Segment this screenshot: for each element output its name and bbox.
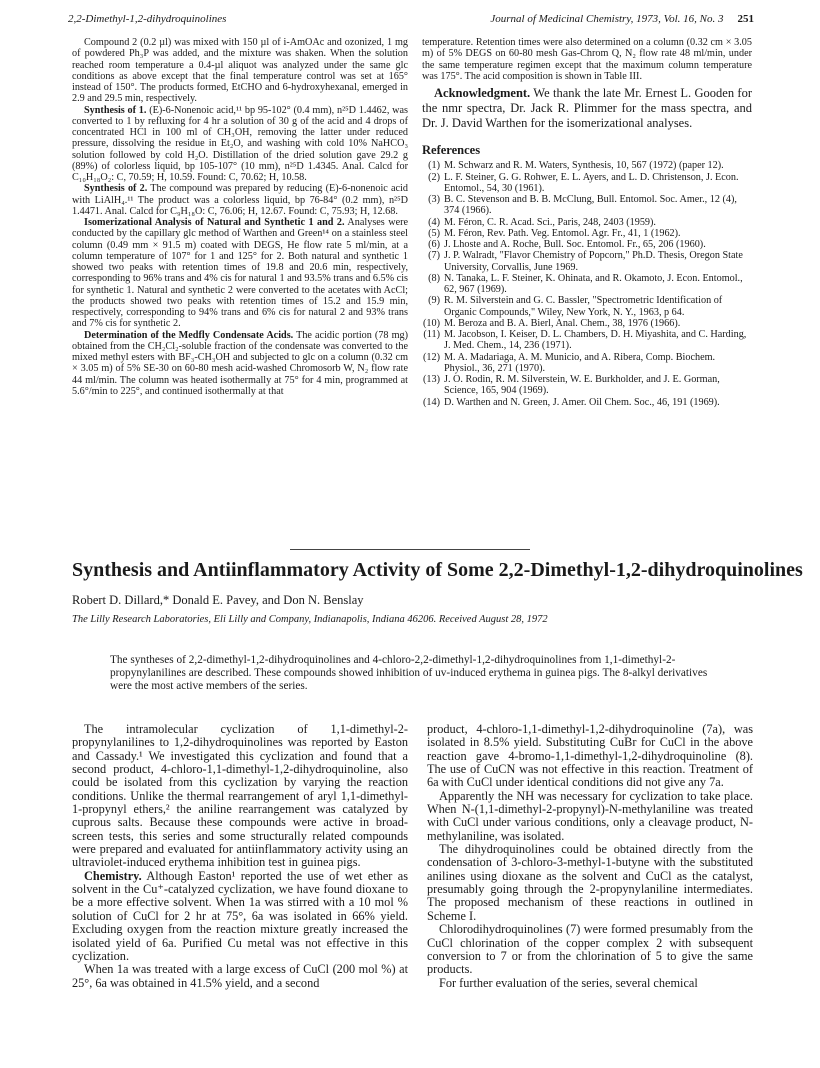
running-header-journal <box>490 13 754 25</box>
paragraph: temperature. Retention times were also determined on a column (0.32 cm × 3.05 m) of 5% DEGS on 60-80 mesh Gas-Chrom Q, N₂ flow rate 48 ml/min, under the same temperature regimen except that the maximum column temperature was 175°. The acid composition is shown in Table III. <box>422 37 752 82</box>
reference-item: (3) B. C. Stevenson and B. B. McClung, Bull. Entomol. Soc. Amer., 12 (4), 374 (1966). <box>428 194 737 217</box>
page-number: 251 <box>737 13 754 25</box>
paragraph-synthesis-1: Synthesis of 1. (E)-6-Nonenoic acid,¹¹ bp 95-102° (0.4 mm), n²⁵D 1.4462, was converted to 1 by refluxing for 4 hr a solution of 30 g of the acid and 4 drops of concentrated HCl in 100 ml of CH₃OH, removing the latter under reduced pressure, dissolving the residue in Et₂O, and washing with cold 10% NaHCO₃ solution followed by cold H₂O. Distillation of the dried solution gave 29.2 g (89%) of colorless liquid, bp 105-107° (10 mm), n²⁵D 1.4345. Anal. Calcd for C₁₀H₁₈O₂: C, 70.59; H, 10.59. Found: C, 70.62; H, 10.58. <box>72 104 408 183</box>
article-authors: Robert D. Dillard,* Donald E. Pavey, and Don N. Benslay <box>72 593 364 607</box>
paragraph-chemistry: Chemistry. Although Easton¹ reported the use of wet ether as solvent in the Cu⁺-catalyzed cyclization, we have found dioxane to be a more effective solvent. When 1a was stirred with a 10 mol % solution of CuCl for 2 hr at 75°, 6a was isolated in 66% yield. Excluding oxygen from the reaction mixture greatly increased the isolated yield of 6a. Purified Cu metal was not effective in this cyclization. <box>72 868 408 963</box>
reference-item: (5) M. Féron, Rev. Path. Veg. Entomol. Agr. Fr., 41, 1 (1962). <box>428 227 681 239</box>
section-run-in-head: Synthesis of 1. <box>84 104 147 116</box>
reference-item: (11) M. Jacobson, I. Keiser, D. L. Chambers, D. H. Miyashita, and C. Harding, J. Med. Chem., 14, 236 (1971). <box>423 329 747 352</box>
paragraph: For further evaluation of the series, several chemical <box>439 975 698 990</box>
paragraph-synthesis-2: Synthesis of 2. The compound was prepared by reducing (E)-6-nonenoic acid with LiAlH₄.¹¹ The product was a colorless liquid, bp 76-84° (0.2 mm), n²⁵D 1.4471. Anal. Calcd for C₉H₁₈O: C, 76.06; H, 12.67. Found: C, 75.93; H, 12.68. <box>72 183 408 217</box>
reference-item: (12) M. A. Madariaga, A. M. Municio, and A. Ribera, Comp. Biochem. Physiol., 36, 271 (1970). <box>423 351 716 374</box>
acknowledgment: Acknowledgment. We thank the late Mr. Ernest L. Gooden for the nmr spectra, Dr. Jack R. Plimmer for the mass spectra, and Dr. J. David Warthen for the isomerizational analyses. <box>422 86 752 130</box>
body-right-column <box>427 723 753 990</box>
paragraph: Compound 2 (0.2 µl) was mixed with 150 µl of i-AmOAc and ozonized, 1 mg of powdered Ph₃P was added, and the mixture was shaken. When the solution reached room temperature a 0.4-µl aliquot was analyzed under the same glc conditions as above except that the final temperature control was set at 165° instead of 150°. The products formed, EtCHO and 6-hydroxyhexanal, emerged in 2.9 and 29.5 min, respectively. <box>72 37 408 105</box>
article-title: Synthesis and Antiinflammatory Activity of Some 2,2-Dimethyl-1,2-dihydroquinolines <box>72 559 803 581</box>
previous-article-left-column <box>72 37 408 397</box>
reference-list <box>422 160 752 408</box>
paragraph: When 1a was treated with a large excess of CuCl (200 mol %) at 25°, 6a was obtained in 41.5% yield, and a second <box>72 962 408 990</box>
paragraph: Apparently the NH was necessary for cyclization to take place. When N-(1,1-dimethyl-2-propynyl)-N-methylaniline was treated with CuCl under various conditions, only a cleavage product, N-methylaniline, was isolated. <box>427 788 753 843</box>
reference-item: (4) M. Féron, C. R. Acad. Sci., Paris, 248, 2403 (1959). <box>428 216 656 228</box>
section-run-in-head: Chemistry. <box>84 868 142 883</box>
reference-item: (14) D. Warthen and N. Green, J. Amer. Oil Chem. Soc., 46, 191 (1969). <box>423 396 720 408</box>
paragraph: product, 4-chloro-1,1-dimethyl-1,2-dihydroquinoline (7a), was isolated in 8.5% yield. Substituting CuBr for CuCl in the above reaction gave 4-bromo-1,1-dimethyl-1,2-dihydroquinoline (8). The use of CuCN was not effective in this reaction. Treatment of 6a with CuCl under identical conditions did not give any 7a. <box>427 722 753 790</box>
paragraph: Chlorodihydroquinolines (7) were formed presumably from the CuCl chlorination of the copper complex 2 with subsequent conversion to 7 or from the chlorination of 5 to give the same products. <box>427 922 753 977</box>
reference-item: (9) R. M. Silverstein and G. C. Bassler, "Spectrometric Identification of Organic Compounds," Wiley, New York, N. Y., 1963, p 64. <box>428 295 723 318</box>
body-left-column <box>72 723 408 990</box>
reference-item: (7) J. P. Walradt, "Flavor Chemistry of Popcorn," Ph.D. Thesis, Oregon State University, Corvallis, June 1969. <box>428 250 743 273</box>
section-run-in-head: Synthesis of 2. <box>84 183 148 195</box>
section-run-in-head: Isomerizational Analysis of Natural and Synthetic 1 and 2. <box>84 217 345 228</box>
journal-citation: Journal of Medicinal Chemistry, 1973, Vol. 16, No. 3 <box>490 13 724 25</box>
reference-item: (6) J. Lhoste and A. Roche, Bull. Soc. Entomol. Fr., 65, 206 (1960). <box>428 239 706 250</box>
paragraph-isomerization: Isomerizational Analysis of Natural and Synthetic 1 and 2. Analyses were conducted by the capillary glc method of Warthen and Green¹⁴ on a stainless steel column (0.49 mm × 91.5 m) coated with DEGS, He flow rate 5 ml/min, at a column temperature of 107° for 1 and 125° for 2. Both natural and synthetic 1 showed two peaks with retention times of 19.8 and 20.6 min, respectively, corresponding to 96% trans and 4% cis for natural 1 and 93.5% trans and 6.5% cis for synthetic 1. Natural and synthetic 2 were converted to the acetates with AcCl; the products showed two peaks with retention times of 15.2 and 15.9 min, respectively, corresponding to 94% trans and 6% cis for natural 2 and 93% trans and 7% cis for synthetic 2. <box>72 217 409 330</box>
reference-item: (8) N. Tanaka, L. F. Steiner, K. Ohinata, and R. Okamoto, J. Econ. Entomol., 62, 967 (1969). <box>428 272 743 295</box>
section-divider <box>290 549 530 550</box>
paragraph-condensate-acids: Determination of the Medfly Condensate Acids. The acidic portion (78 mg) obtained from the CH₂Cl₂-soluble fraction of the condensate was converted to the mixed methyl esters with BF₃-CH₃OH and subjected to glc on a column (0.32 cm × 3.05 m) of 5% SE-30 on 60-80 mesh acid-washed Chromosorb W, N₂ flow rate 44 ml/min. The column was heated isothermally at 75° for 4 min, programmed at 5.6°/min to 225°, and continued isothermally at that <box>72 329 408 397</box>
reference-item: (13) J. O. Rodin, R. M. Silverstein, W. E. Burkholder, and J. E. Gorman, Science, 165, 904 (1969). <box>423 374 720 397</box>
paragraph-introduction: The intramolecular cyclization of 1,1-dimethyl-2-propynylanilines to 1,2-dihydroquinolines was reported by Easton and Cassady.¹ We investigated this cyclization and found that a second product, 4-chloro-1,1-dimethyl-1,2-dihydroquinoline, also could be isolated from this cyclization by varying the reaction conditions. Unlike the thermal rearrangement of aryl 1,1-dimethyl-1-propynyl ethers,² the aniline rearrangement was catalyzed by cuprous salts. Because these compounds were active in broad-screen tests, this series and some structurally related compounds were prepared and evaluated for antiinflammatory activity using an ultraviolet-induced erythema inhibition test in guinea pigs. <box>72 722 408 870</box>
article-affiliation: The Lilly Research Laboratories, Eli Lilly and Company, Indianapolis, Indiana 46206. Received August 28, 1972 <box>72 614 548 625</box>
acknowledgment-head: Acknowledgment. <box>434 86 531 100</box>
previous-article-right-column <box>422 37 752 408</box>
reference-item: (1) M. Schwarz and R. M. Waters, Synthesis, 10, 567 (1972) (paper 12). <box>428 160 724 172</box>
reference-item: (10) M. Beroza and B. A. Bierl, Anal. Chem., 38, 1976 (1966). <box>423 317 681 329</box>
running-header-title: 2,2-Dimethyl-1,2-dihydroquinolines <box>68 13 227 25</box>
section-run-in-head: Determination of the Medfly Condensate Acids. <box>84 329 294 341</box>
reference-item: (2) L. F. Steiner, G. G. Rohwer, E. L. Ayers, and L. D. Christenson, J. Econ. Entomol., 54, 30 (1961). <box>428 171 739 194</box>
paragraph: The dihydroquinolines could be obtained directly from the condensation of 3-chloro-3-methyl-1-butyne with the substituted anilines using dioxane as the solvent and CuCl as the catalyst, presumably going through the 2-propynylaniline intermediates. The proposed mechanism of these reactions in outlined in Scheme I. <box>427 842 753 923</box>
article-abstract: The syntheses of 2,2-dimethyl-1,2-dihydroquinolines and 4-chloro-2,2-dimethyl-1,2-dihydroquinolines from 1,1-dimethyl-2-propynylanilines are described. These compounds showed inhibition of uv-induced erythema in guinea pigs. The 8-alkyl derivatives were the most active members of the series. <box>110 654 708 692</box>
references-heading: References <box>422 143 481 157</box>
